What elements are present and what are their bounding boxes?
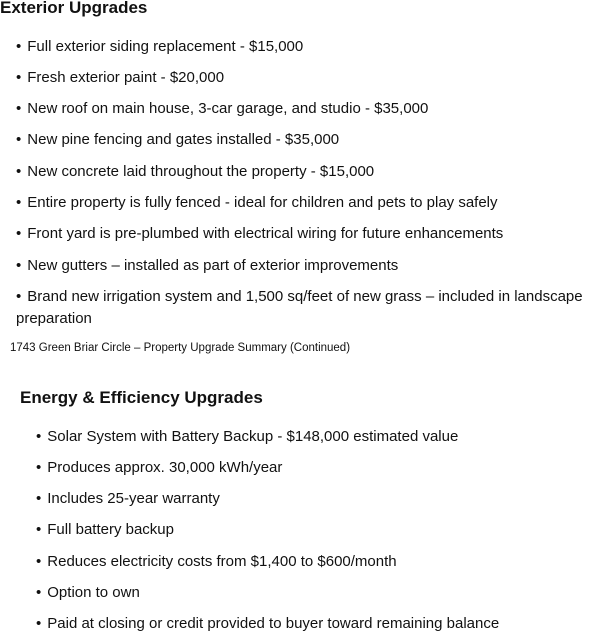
list-item-text: Fresh exterior paint - $20,000 bbox=[27, 69, 225, 86]
list-item bbox=[16, 99, 428, 119]
list-item bbox=[16, 286, 606, 330]
bullet: • bbox=[16, 288, 22, 305]
bullet: • bbox=[36, 490, 42, 507]
list-item-text: Full battery backup bbox=[47, 521, 174, 538]
list-item bbox=[36, 583, 140, 603]
list-item bbox=[36, 614, 499, 634]
bullet: • bbox=[36, 521, 42, 538]
bullet: • bbox=[16, 38, 22, 55]
list-item-text: New pine fencing and gates installed - $35,000 bbox=[27, 131, 340, 148]
list-item-text: Full exterior siding replacement - $15,000 bbox=[27, 38, 304, 55]
bullet: • bbox=[16, 225, 22, 242]
bullet: • bbox=[36, 584, 42, 601]
list-item-text: Solar System with Battery Backup - $148,000 estimated value bbox=[47, 428, 459, 445]
list-item bbox=[16, 224, 503, 244]
exterior-upgrades-heading: Exterior Upgrades bbox=[0, 0, 148, 17]
list-item bbox=[36, 458, 282, 478]
list-item-text: Entire property is fully fenced - ideal for children and pets to play safely bbox=[27, 194, 498, 211]
list-item-text: New concrete laid throughout the property - $15,000 bbox=[27, 163, 375, 180]
list-item-text: Reduces electricity costs from $1,400 to $600/month bbox=[47, 553, 397, 570]
list-item-text: New roof on main house, 3-car garage, and studio - $35,000 bbox=[27, 100, 429, 117]
list-item bbox=[16, 256, 398, 276]
bullet: • bbox=[16, 163, 22, 180]
bullet: • bbox=[16, 194, 22, 211]
list-item-text: Produces approx. 30,000 kWh/year bbox=[47, 459, 283, 476]
bullet: • bbox=[36, 428, 42, 445]
list-item-text: New gutters – installed as part of exterior improvements bbox=[27, 257, 399, 274]
bullet: • bbox=[16, 257, 22, 274]
list-item-text: Front yard is pre-plumbed with electrical wiring for future enhancements bbox=[27, 225, 504, 242]
list-item bbox=[36, 552, 397, 572]
list-item-text: Includes 25-year warranty bbox=[47, 490, 220, 507]
list-item bbox=[36, 520, 174, 540]
bullet: • bbox=[36, 615, 42, 632]
bullet: • bbox=[36, 459, 42, 476]
list-item-text: Option to own bbox=[47, 584, 140, 601]
list-item bbox=[16, 162, 374, 182]
list-item bbox=[36, 427, 458, 447]
list-item bbox=[16, 130, 339, 150]
page-caption: 1743 Green Briar Circle – Property Upgrade Summary (Continued) bbox=[10, 342, 351, 354]
list-item bbox=[36, 489, 220, 509]
list-item bbox=[16, 193, 498, 213]
energy-efficiency-heading: Energy & Efficiency Upgrades bbox=[20, 388, 263, 407]
list-item-text: Brand new irrigation system and 1,500 sq/feet of new grass – included in landscape preparation bbox=[16, 288, 583, 327]
bullet: • bbox=[16, 69, 22, 86]
list-item-text: Paid at closing or credit provided to buyer toward remaining balance bbox=[47, 615, 500, 632]
bullet: • bbox=[36, 553, 42, 570]
list-item bbox=[16, 37, 303, 57]
bullet: • bbox=[16, 131, 22, 148]
bullet: • bbox=[16, 100, 22, 117]
list-item bbox=[16, 68, 224, 88]
